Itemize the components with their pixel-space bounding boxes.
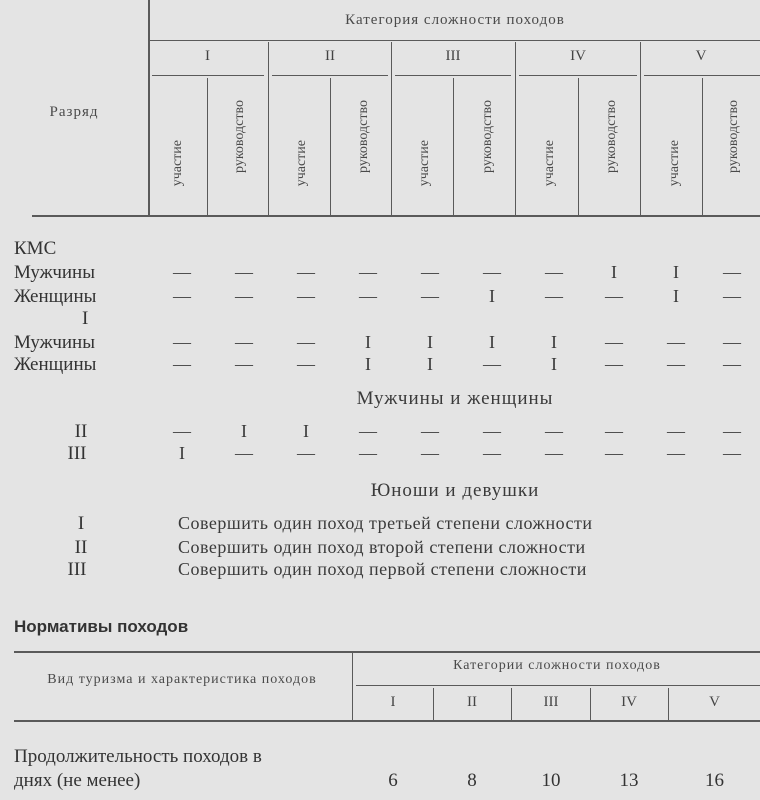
duration-value: 13 bbox=[619, 770, 639, 791]
table-cell: — bbox=[605, 354, 623, 374]
table-cell: I bbox=[427, 354, 433, 374]
category-label: IV bbox=[621, 694, 637, 710]
table-cell: I bbox=[241, 421, 247, 441]
sub-header-leadership: руководство bbox=[480, 100, 495, 173]
table-cell: — bbox=[605, 332, 623, 352]
duration-value: 10 bbox=[541, 770, 561, 791]
divider bbox=[702, 78, 703, 215]
category-label: IV bbox=[570, 48, 586, 64]
table-cell: — bbox=[297, 443, 315, 463]
divider bbox=[391, 42, 392, 215]
category-label: V bbox=[695, 48, 707, 64]
divider bbox=[395, 75, 511, 76]
table-cell: — bbox=[297, 286, 315, 306]
table-cell: — bbox=[235, 443, 253, 463]
table-cell: — bbox=[667, 332, 685, 352]
table-cell: — bbox=[483, 262, 501, 282]
table-cell: — bbox=[173, 332, 191, 352]
table-cell: — bbox=[359, 421, 377, 441]
table-cell: — bbox=[605, 286, 623, 306]
table-cell: — bbox=[483, 443, 501, 463]
table-cell: — bbox=[235, 354, 253, 374]
duration-value: 6 bbox=[388, 770, 398, 791]
table-cell: I bbox=[365, 354, 371, 374]
table2-left-header: Вид туризма и характеристика походов bbox=[47, 672, 317, 687]
divider bbox=[356, 685, 760, 686]
table-cell: — bbox=[545, 286, 563, 306]
table2-top-rule bbox=[14, 651, 760, 653]
table-cell: — bbox=[605, 421, 623, 441]
table-cell: — bbox=[723, 421, 741, 441]
table-cell: — bbox=[605, 443, 623, 463]
table-cell: — bbox=[235, 332, 253, 352]
table-cell: — bbox=[667, 354, 685, 374]
table-cell: — bbox=[421, 262, 439, 282]
table-cell: — bbox=[359, 286, 377, 306]
sub-header-leadership: руководство bbox=[356, 100, 371, 173]
table-cell: — bbox=[483, 354, 501, 374]
row-label: Женщины bbox=[14, 354, 97, 375]
table-cell: — bbox=[235, 286, 253, 306]
category-label: I bbox=[390, 694, 396, 710]
section-label-kms: КМС bbox=[14, 238, 57, 259]
divider bbox=[352, 653, 353, 720]
table-cell: — bbox=[723, 286, 741, 306]
duration-value: 8 bbox=[467, 770, 477, 791]
divider bbox=[644, 75, 760, 76]
header-bottom-rule bbox=[32, 215, 760, 217]
sub-header-participation: участие bbox=[667, 140, 682, 187]
table-cell: — bbox=[723, 262, 741, 282]
sub-header-participation: участие bbox=[294, 140, 309, 187]
sub-header-leadership: руководство bbox=[232, 100, 247, 173]
divider bbox=[268, 42, 269, 215]
table-cell: — bbox=[235, 262, 253, 282]
youth-requirement: Совершить один поход второй степени сложности bbox=[178, 537, 586, 557]
divider bbox=[578, 78, 579, 215]
duration-label: днях (не менее) bbox=[14, 770, 141, 791]
row-label: Мужчины bbox=[14, 262, 95, 283]
category-label: V bbox=[709, 694, 720, 710]
table-cell: — bbox=[421, 421, 439, 441]
rank-header: Разряд bbox=[49, 104, 99, 120]
divider bbox=[207, 78, 208, 215]
table-cell: — bbox=[173, 286, 191, 306]
table-cell: — bbox=[723, 443, 741, 463]
table-cell: I bbox=[551, 332, 557, 352]
divider bbox=[272, 75, 388, 76]
table-cell: — bbox=[667, 421, 685, 441]
duration-label: Продолжительность походов в bbox=[14, 746, 262, 767]
table-cell: — bbox=[723, 354, 741, 374]
table-cell: — bbox=[723, 332, 741, 352]
category-label: III bbox=[445, 48, 461, 64]
table-cell: I bbox=[673, 262, 679, 282]
youth-requirement: Совершить один поход третьей степени сложности bbox=[178, 513, 593, 533]
table-cell: I bbox=[303, 421, 309, 441]
row-label: III bbox=[67, 559, 87, 580]
category-label: III bbox=[543, 694, 559, 710]
table-cell: — bbox=[173, 262, 191, 282]
table-cell: I bbox=[489, 332, 495, 352]
duration-value: 16 bbox=[705, 770, 724, 791]
table2-title: Нормативы походов bbox=[14, 617, 189, 636]
table-cell: — bbox=[421, 286, 439, 306]
table-cell: — bbox=[545, 421, 563, 441]
row-label: II bbox=[74, 537, 88, 558]
table-cell: I bbox=[489, 286, 495, 306]
category-label: II bbox=[325, 48, 335, 64]
men-women-title: Мужчины и женщины bbox=[356, 388, 554, 409]
table-cell: I bbox=[427, 332, 433, 352]
sub-header-leadership: руководство bbox=[604, 100, 619, 173]
youth-title: Юноши и девушки bbox=[370, 480, 540, 501]
divider bbox=[150, 40, 760, 41]
table-cell: I bbox=[179, 443, 185, 463]
divider bbox=[640, 42, 641, 215]
row-label: Мужчины bbox=[14, 332, 95, 353]
table2-category-header: Категории сложности походов bbox=[453, 658, 661, 673]
table-cell: — bbox=[297, 262, 315, 282]
sub-header-leadership: руководство bbox=[726, 100, 741, 173]
table-cell: — bbox=[359, 443, 377, 463]
sub-header-participation: участие bbox=[542, 140, 557, 187]
table-cell: — bbox=[297, 354, 315, 374]
divider bbox=[515, 42, 516, 215]
table-cell: — bbox=[359, 262, 377, 282]
table-cell: I bbox=[673, 286, 679, 306]
table2-header-rule bbox=[14, 720, 760, 722]
row-label: III bbox=[67, 443, 87, 464]
table-cell: — bbox=[421, 443, 439, 463]
table-cell: I bbox=[611, 262, 617, 282]
table-cell: — bbox=[173, 354, 191, 374]
table-cell: — bbox=[545, 443, 563, 463]
row-label: I bbox=[77, 513, 85, 534]
divider bbox=[152, 75, 264, 76]
table-cell: I bbox=[551, 354, 557, 374]
table-cell: — bbox=[297, 332, 315, 352]
section-label-i: I bbox=[82, 308, 89, 329]
table-cell: — bbox=[545, 262, 563, 282]
table-cell: — bbox=[667, 443, 685, 463]
category-header: Категория сложности походов bbox=[345, 12, 565, 28]
row-label: Женщины bbox=[14, 286, 97, 307]
divider bbox=[330, 78, 331, 215]
sub-header-participation: участие bbox=[417, 140, 432, 187]
youth-requirement: Совершить один поход первой степени сложности bbox=[178, 559, 587, 579]
table-cell: — bbox=[173, 421, 191, 441]
category-label: II bbox=[467, 694, 477, 710]
divider bbox=[453, 78, 454, 215]
table-cell: I bbox=[365, 332, 371, 352]
divider bbox=[519, 75, 637, 76]
sub-header-participation: участие bbox=[170, 140, 185, 187]
divider bbox=[148, 0, 150, 215]
row-label: II bbox=[74, 421, 88, 442]
table-cell: — bbox=[483, 421, 501, 441]
category-label: I bbox=[205, 48, 210, 64]
